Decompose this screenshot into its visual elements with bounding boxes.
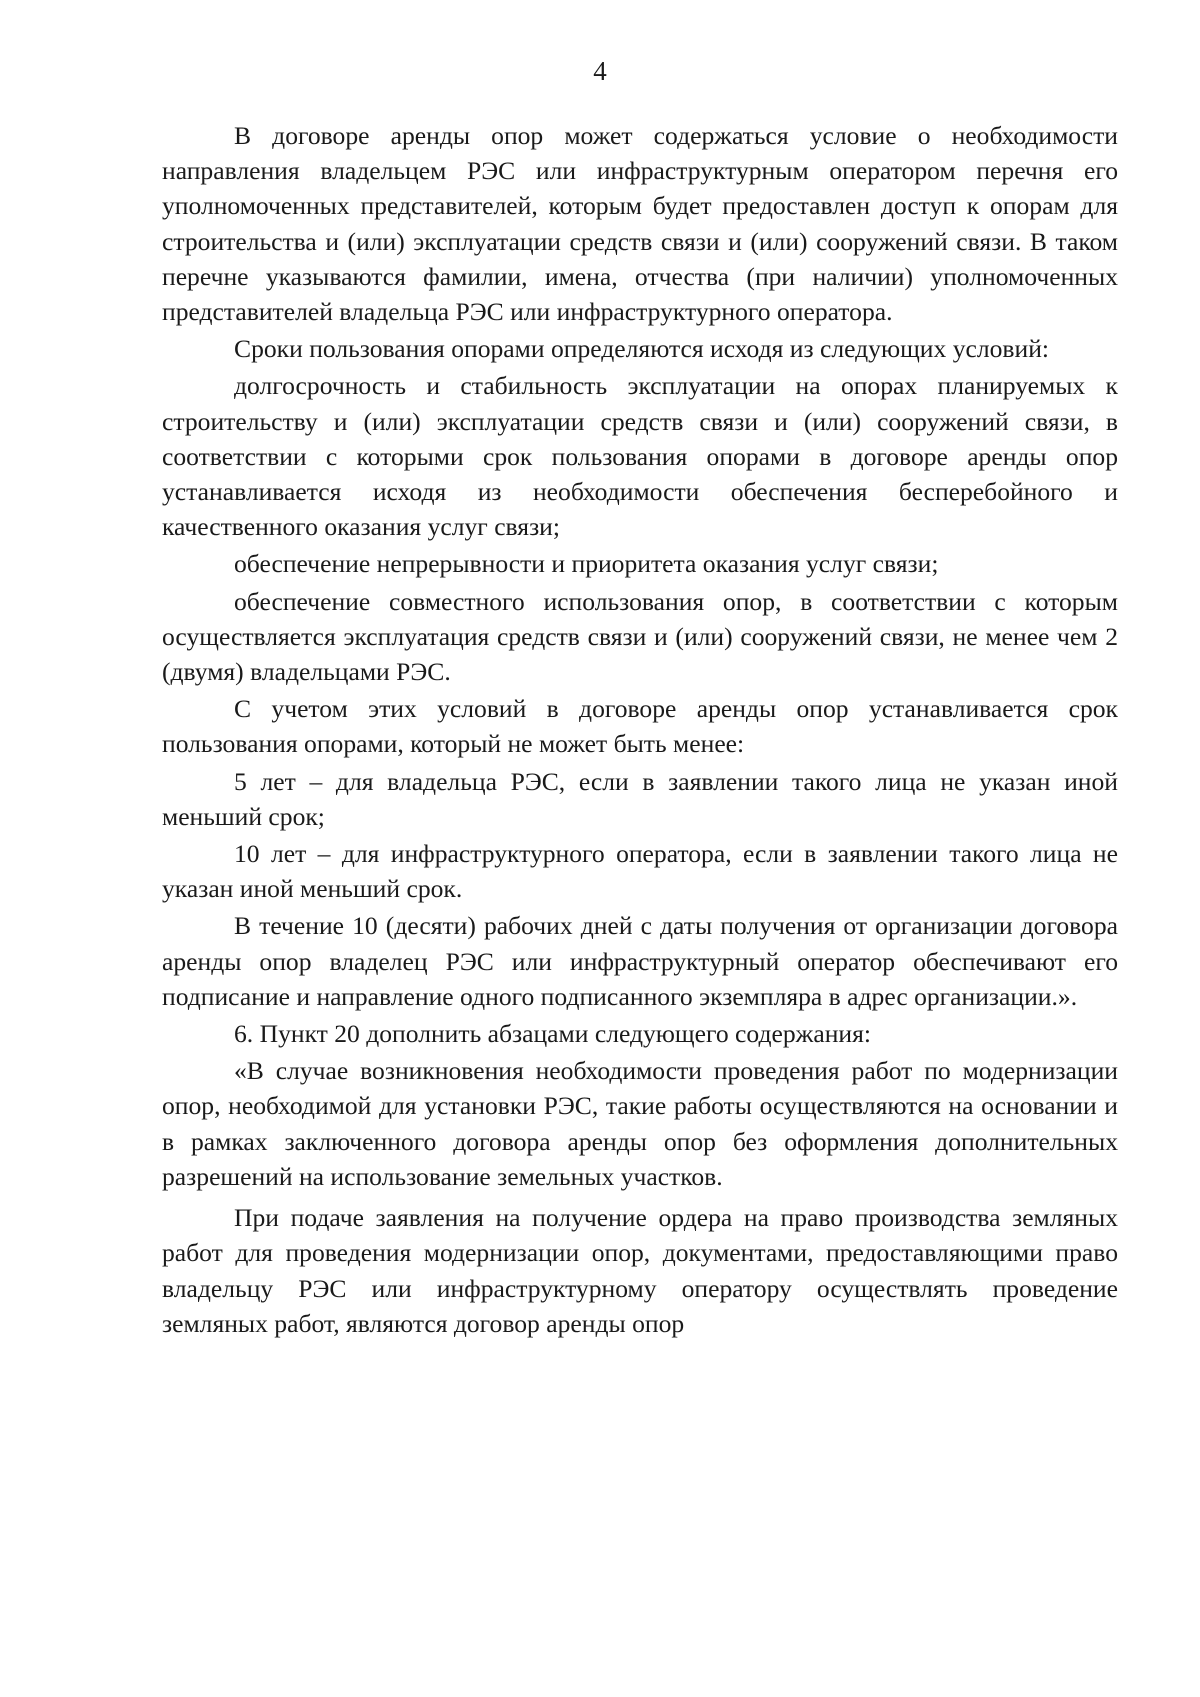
paragraph-representatives-list: В договоре аренды опор может содержаться условие о необходимости направления владельцем РЭС или инфраструктурным оператором перечня его уполномоченных представителей, которым будет предоставлен доступ к опорам для строительства и (или) эксплуатации средств связи и (или) сооружений связи. В таком перечне указываются фамилии, имена, отчества (при наличии) уполномоченных представителей владельца РЭС или инфраструктурного оператора.	[162, 121, 1118, 327]
paragraph-condition-continuity: обеспечение непрерывности и приоритета оказания услуг связи;	[234, 549, 939, 579]
document-body	[162, 118, 1118, 1343]
paragraph-term-infrastructure-operator: 10 лет – для инфраструктурного оператора, если в заявлении такого лица не указан иной меньший срок.	[162, 839, 1118, 904]
paragraph-modernization-works: «В случае возникновения необходимости проведения работ по модернизации опор, необходимой для установки РЭС, такие работы осуществляются на основании и в рамках заключенного договора аренды опор без оформления дополнительных разрешений на использование земельных участков.	[162, 1056, 1118, 1191]
paragraph-condition-shared-use: обеспечение совместного использования опор, в соответствии с которым осуществляется эксплуатация средств связи и (или) сооружений связи, не менее чем 2 (двумя) владельцами РЭС.	[162, 586, 1118, 687]
paragraph-signing-deadline: В течение 10 (десяти) рабочих дней с даты получения от организации договора аренды опор владелец РЭС или инфраструктурный оператор обеспечивают его подписание и направление одного подписанного экземпляра в адрес организации.».	[162, 911, 1118, 1011]
paragraph-earthwork-order: При подаче заявления на получение ордера на право производства земляных работ для проведения модернизации опор, документами, предоставляющими право владельцу РЭС или инфраструктурному оператору осуществлять проведение земляных работ, являются договор аренды опор	[162, 1203, 1118, 1338]
paragraph-item-6: 6. Пункт 20 дополнить абзацами следующего содержания:	[234, 1019, 871, 1049]
paragraph-minimum-term-intro: С учетом этих условий в договоре аренды опор устанавливается срок пользования опорами, который не может быть менее:	[162, 694, 1118, 759]
paragraph-condition-longterm: долгосрочность и стабильность эксплуатации на опорах планируемых к строительству и (или) эксплуатации средств связи и (или) сооружений связи, в соответствии с которыми срок пользования опорами в договоре аренды опор устанавливается исходя из необходимости обеспечения бесперебойного и качественного оказания услуг связи;	[162, 371, 1118, 542]
paragraph-term-res-owner: 5 лет – для владельца РЭС, если в заявлении такого лица не указан иной меньший срок;	[162, 766, 1118, 831]
paragraph-usage-terms-intro: Сроки пользования опорами определяются исходя из следующих условий:	[234, 334, 1050, 364]
page-number: 4	[593, 56, 607, 86]
